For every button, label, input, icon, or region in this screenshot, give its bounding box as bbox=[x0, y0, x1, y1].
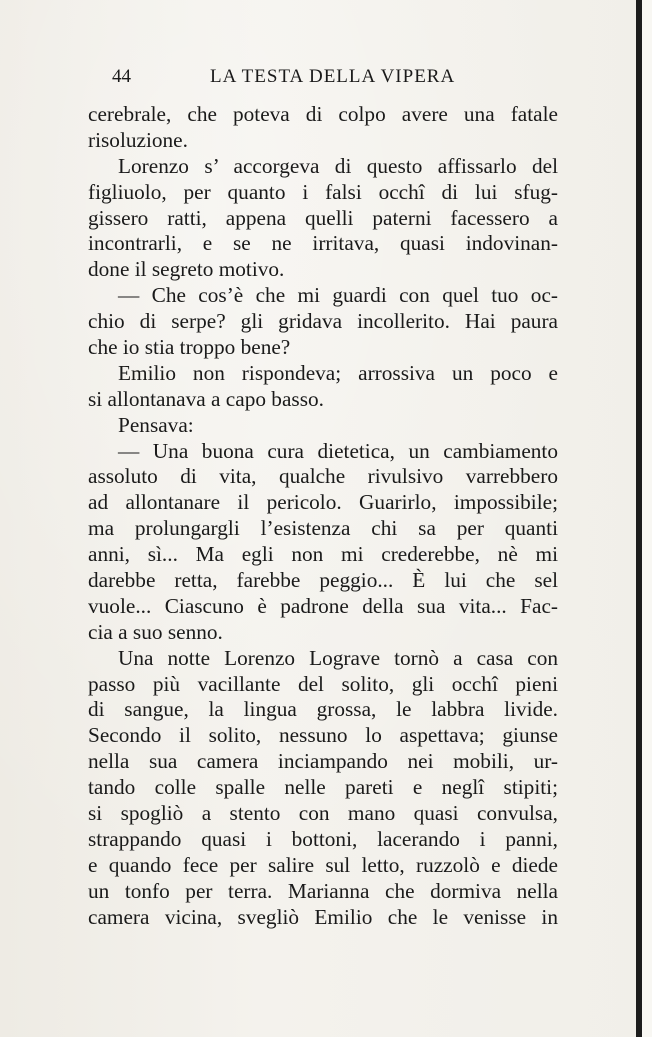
text-line: ad allontanare il pericolo. Guarirlo, impossibile; bbox=[88, 490, 558, 515]
text-line: cia a suo senno. bbox=[88, 619, 223, 644]
text-line: darebbe retta, farebbe peggio... È lui che sel bbox=[88, 568, 558, 593]
page-edge-margin bbox=[642, 0, 652, 1037]
text-line: strappando quasi i bottoni, lacerando i panni, bbox=[88, 826, 558, 851]
text-line: assoluto di vita, qualche rivulsivo varrebbero bbox=[88, 464, 558, 489]
text-line: si allontanava a capo basso. bbox=[88, 386, 324, 411]
text-line: passo più vacillante del solito, gli occhî pieni bbox=[88, 671, 558, 696]
running-header bbox=[88, 66, 558, 96]
text-line: vuole... Ciascuno è padrone della sua vita... Fac- bbox=[88, 593, 558, 618]
text-line: e quando fece per salire sul letto, ruzzolò e diede bbox=[88, 852, 558, 877]
text-line: tando colle spalle nelle pareti e neglî stipiti; bbox=[88, 775, 558, 800]
page-number: 44 bbox=[112, 66, 131, 87]
body-text bbox=[88, 102, 558, 931]
text-line: — Che cos’è che mi guardi con quel tuo oc- bbox=[118, 283, 558, 308]
text-line: Emilio non rispondeva; arrossiva un poco e bbox=[118, 360, 558, 385]
text-line: Pensava: bbox=[118, 412, 194, 437]
text-line: ma prolungargli l’esistenza chi sa per quanti bbox=[88, 516, 558, 541]
text-line: un tonfo per terra. Marianna che dormiva nella bbox=[88, 878, 558, 903]
text-line: di sangue, la lingua grossa, le labbra livide. bbox=[88, 697, 558, 722]
text-line: incontrarli, e se ne irritava, quasi indovinan- bbox=[88, 231, 558, 256]
running-title: LA TESTA DELLA VIPERA bbox=[210, 66, 456, 87]
text-line: done il segreto motivo. bbox=[88, 257, 285, 282]
text-line: anni, sì... Ma egli non mi crederebbe, nè mi bbox=[88, 542, 558, 567]
text-line: si spogliò a stento con mano quasi convulsa, bbox=[88, 801, 558, 826]
text-line: — Una buona cura dietetica, un cambiamento bbox=[118, 438, 558, 463]
text-line: cerebrale, che poteva di colpo avere una fatale bbox=[88, 102, 558, 126]
text-line: figliuolo, per quanto i falsi occhî di lui sfug- bbox=[88, 179, 558, 204]
page-edge-shadow bbox=[636, 0, 642, 1037]
text-line: Lorenzo s’ accorgeva di questo affissarlo del bbox=[118, 153, 558, 178]
text-line: nella sua camera inciampando nei mobili, ur- bbox=[88, 749, 558, 774]
text-line: camera vicina, svegliò Emilio che le venisse in bbox=[88, 904, 558, 929]
text-line: gissero ratti, appena quelli paterni facessero a bbox=[88, 205, 558, 230]
text-line: risoluzione. bbox=[88, 127, 188, 152]
text-line: Una notte Lorenzo Lograve tornò a casa con bbox=[118, 645, 558, 670]
text-line: Secondo il solito, nessuno lo aspettava; giunse bbox=[88, 723, 558, 748]
text-line: che io stia troppo bene? bbox=[88, 335, 291, 360]
text-line: chio di serpe? gli gridava incollerito. Hai paura bbox=[88, 309, 558, 334]
